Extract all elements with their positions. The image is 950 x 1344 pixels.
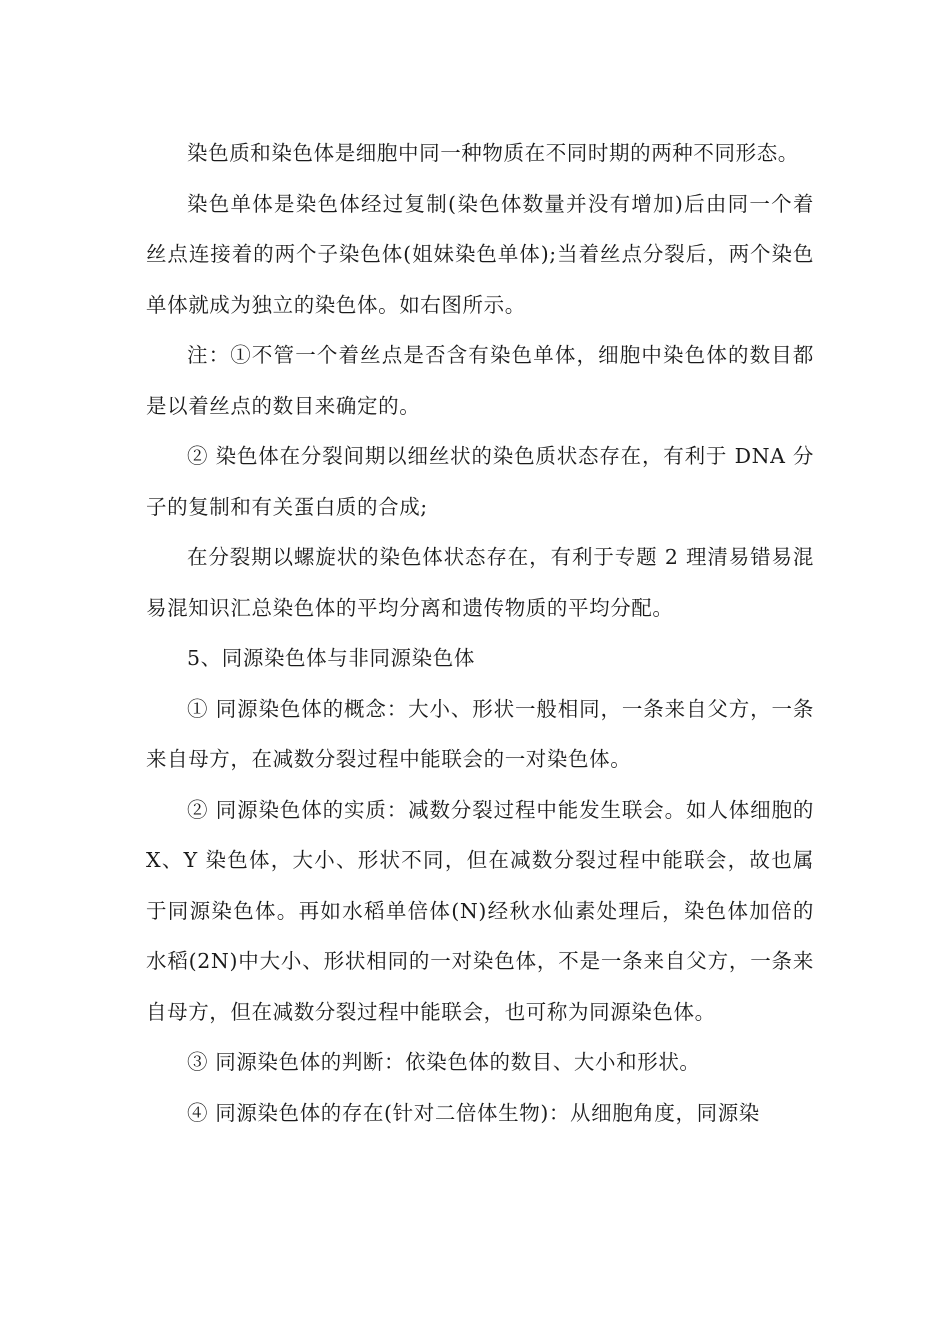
paragraph-division-phase-state: 在分裂期以螺旋状的染色体状态存在，有利于专题 2 理清易错易混易混知识汇总染色体的平均分离和遗传物质的平均分配。 [146,545,814,620]
paragraph-interphase-state: ② 染色体在分裂间期以细丝状的染色质状态存在，有利于 DNA 分子的复制和有关蛋白质的合成; [146,444,814,519]
section-heading-homologous: 5、同源染色体与非同源染色体 [187,646,475,670]
paragraph-note-centromere: 注：①不管一个着丝点是否含有染色单体，细胞中染色体的数目都是以着丝点的数目来确定的。 [146,343,814,418]
paragraph-homologous-essence: ② 同源染色体的实质：减数分裂过程中能发生联会。如人体细胞的 X、Y 染色体，大小、形状不同，但在减数分裂过程中能联会，故也属于同源染色体。再如水稻单倍体(N)经秋水仙素处理后，染色体加倍的水稻(2N)中大小、形状相同的一对染色体，不是一条来自父方，一条来自母方，但在减数分裂过程中能联会，也可称为同源染色体。 [146,797,814,1024]
document-body [146,128,814,1138]
paragraph-chromatid-definition: 染色单体是染色体经过复制(染色体数量并没有增加)后由同一个着丝点连接着的两个子染色体(姐妹染色单体);当着丝点分裂后，两个染色单体就成为独立的染色体。如右图所示。 [146,191,814,317]
paragraph-homologous-judgment: ③ 同源染色体的判断：依染色体的数目、大小和形状。 [187,1050,701,1074]
paragraph-homologous-existence: ④ 同源染色体的存在(针对二倍体生物)：从细胞角度，同源染 [187,1100,760,1125]
paragraph-chromatin-definition: 染色质和染色体是细胞中同一种物质在不同时期的两种不同形态。 [187,141,799,165]
paragraph-homologous-concept: ① 同源染色体的概念：大小、形状一般相同，一条来自父方，一条来自母方，在减数分裂过程中能联会的一对染色体。 [146,696,814,771]
